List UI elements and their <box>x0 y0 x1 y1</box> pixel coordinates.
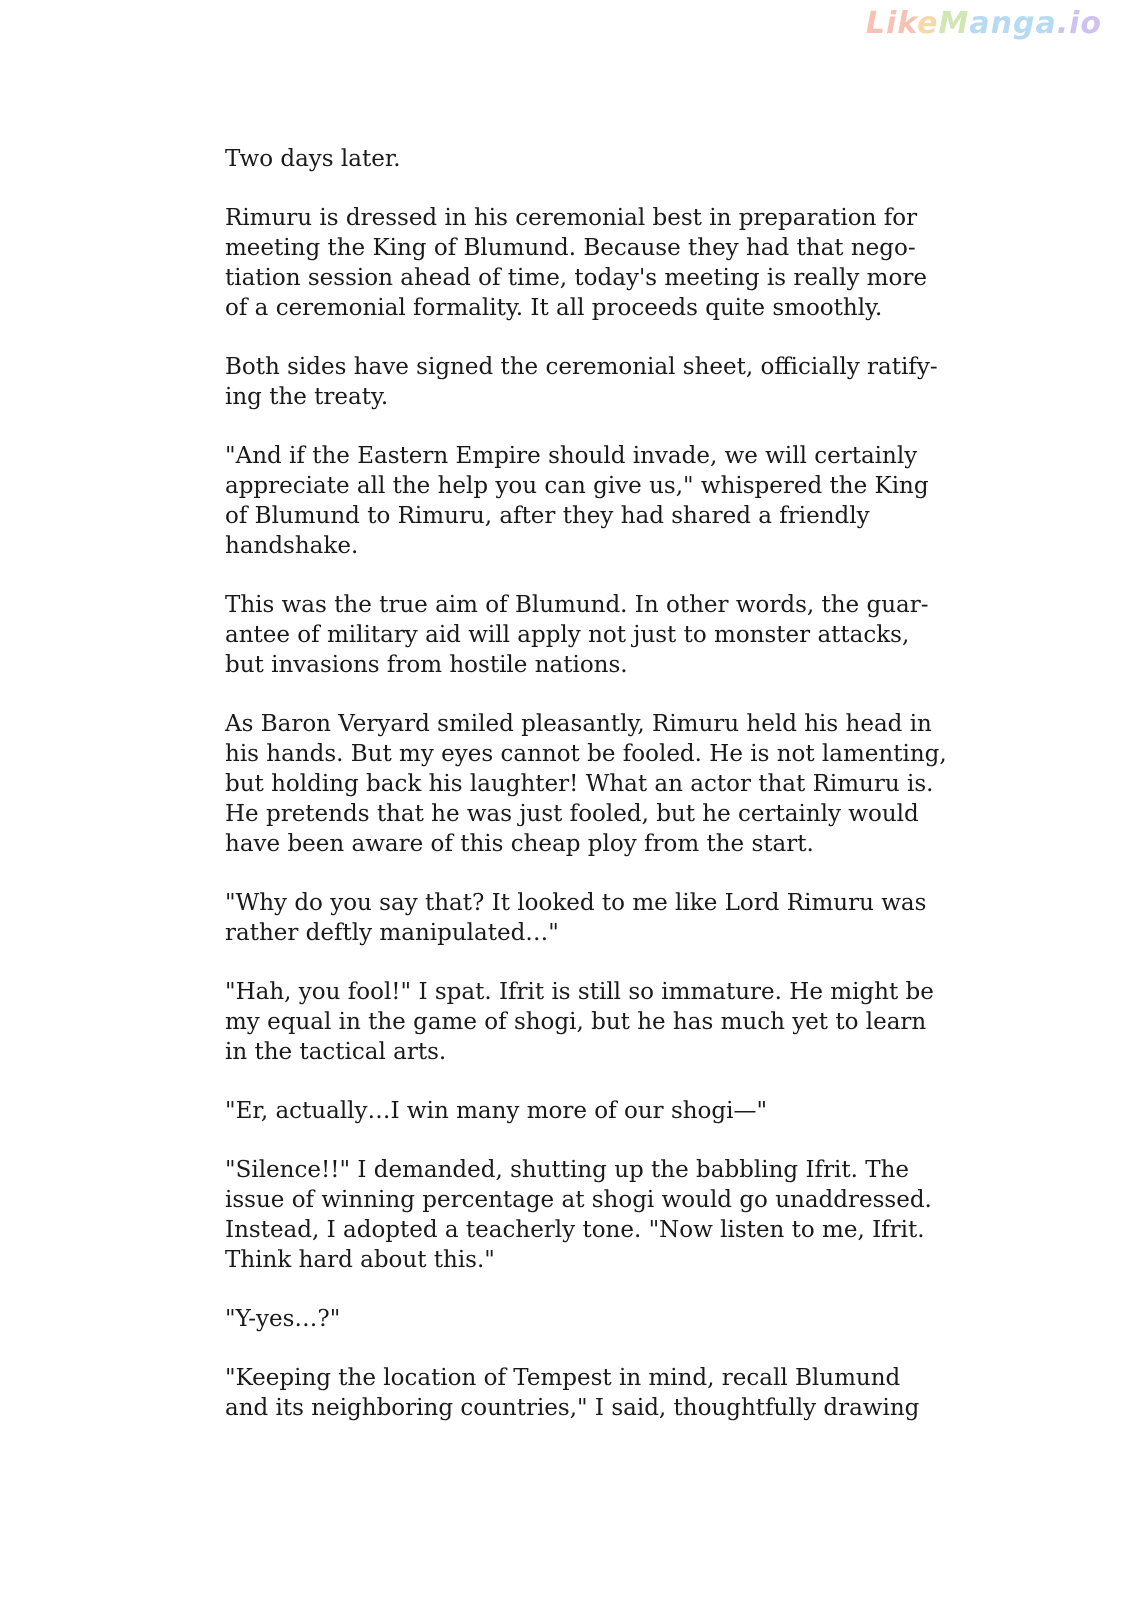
watermark-part: Lik <box>865 6 918 41</box>
watermark-part: anga <box>969 6 1057 41</box>
text-line: "Er, actually…I win many more of our shogi—" <box>225 1098 768 1124</box>
page-body-text <box>225 144 947 1452</box>
text-line: but holding back his laughter! What an actor that Rimuru is. <box>225 771 934 797</box>
paragraph <box>225 352 938 412</box>
text-line: appreciate all the help you can give us," whispered the King <box>225 473 929 499</box>
text-line: "Why do you say that? It looked to me like Lord Rimuru was <box>225 890 927 916</box>
text-line: tiation session ahead of time, today's meeting is really more <box>225 265 927 291</box>
paragraph <box>225 1363 920 1423</box>
text-line: This was the true aim of Blumund. In other words, the guar- <box>225 592 929 618</box>
paragraph <box>225 144 880 174</box>
text-line: handshake. <box>225 533 359 559</box>
paragraph <box>225 977 934 1067</box>
watermark-part: .io <box>1056 6 1102 41</box>
paragraph <box>225 441 929 561</box>
watermark-part: M <box>938 6 970 41</box>
text-line: his hands. But my eyes cannot be fooled. He is not lamenting, <box>225 741 947 767</box>
text-line: and its neighboring countries," I said, thoughtfully drawing <box>225 1395 920 1421</box>
text-line: He pretends that he was just fooled, but he certainly would <box>225 801 919 827</box>
text-line: issue of winning percentage at shogi would go unaddressed. <box>225 1187 932 1213</box>
text-line: Instead, I adopted a teacherly tone. "Now listen to me, Ifrit. <box>225 1217 925 1243</box>
text-line: Rimuru is dressed in his ceremonial best in preparation for <box>225 205 918 231</box>
watermark-part: e <box>917 6 939 41</box>
text-line: "Silence!!" I demanded, shutting up the babbling Ifrit. The <box>225 1157 910 1183</box>
text-line: of Blumund to Rimuru, after they had shared a friendly <box>225 503 870 529</box>
paragraph <box>225 1096 880 1126</box>
paragraph <box>225 709 947 859</box>
text-line: "Keeping the location of Tempest in mind, recall Blumund <box>225 1365 901 1391</box>
text-line: antee of military aid will apply not just to monster attacks, <box>225 622 910 648</box>
text-line: but invasions from hostile nations. <box>225 652 628 678</box>
paragraph <box>225 203 927 323</box>
text-line: ing the treaty. <box>225 384 389 410</box>
text-line: my equal in the game of shogi, but he has much yet to learn <box>225 1009 927 1035</box>
watermark-logo <box>866 6 1102 41</box>
text-line: have been aware of this cheap ploy from the start. <box>225 831 814 857</box>
text-line: "Y-yes…?" <box>225 1306 341 1332</box>
text-line: "Hah, you fool!" I spat. Ifrit is still so immature. He might be <box>225 979 934 1005</box>
text-line: of a ceremonial formality. It all proceeds quite smoothly. <box>225 295 883 321</box>
paragraph <box>225 590 929 680</box>
text-line: Two days later. <box>225 146 401 172</box>
text-line: Both sides have signed the ceremonial sheet, officially ratify- <box>225 354 938 380</box>
text-line: rather deftly manipulated…" <box>225 920 559 946</box>
paragraph <box>225 888 927 948</box>
paragraph <box>225 1304 880 1334</box>
text-line: in the tactical arts. <box>225 1039 447 1065</box>
text-line: meeting the King of Blumund. Because they had that nego- <box>225 235 916 261</box>
paragraph <box>225 1155 932 1275</box>
text-line: Think hard about this." <box>225 1247 495 1273</box>
text-line: "And if the Eastern Empire should invade, we will certainly <box>225 443 918 469</box>
text-line: As Baron Veryard smiled pleasantly, Rimuru held his head in <box>225 711 932 737</box>
